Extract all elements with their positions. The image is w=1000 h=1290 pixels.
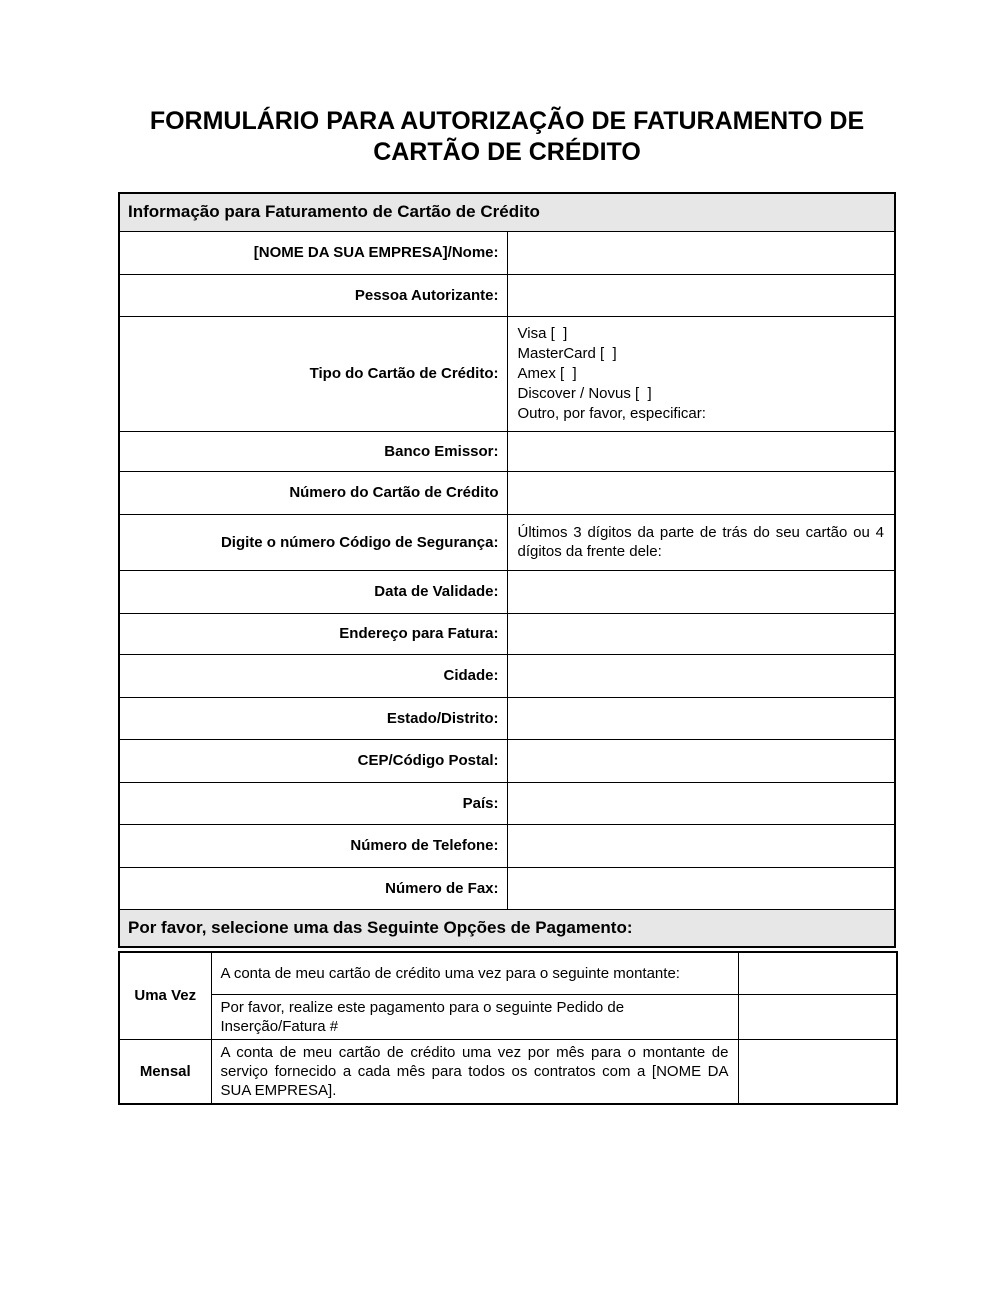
section-header-payment-options: Por favor, selecione uma das Seguinte Opções de Pagamento: <box>119 909 895 947</box>
payment-option-label-uma-vez: Uma Vez <box>119 952 211 1039</box>
field-label-card-type: Tipo do Cartão de Crédito: <box>119 316 507 431</box>
payment-select-cell-one-time-amount[interactable] <box>738 952 897 994</box>
billing-info-table <box>118 192 896 948</box>
payment-options-table <box>118 951 898 1105</box>
field-label-phone-number: Número de Telefone: <box>119 824 507 867</box>
field-input-billing-address[interactable] <box>507 613 895 654</box>
field-input-authorizing-person[interactable] <box>507 274 895 316</box>
field-input-postal-code[interactable] <box>507 739 895 782</box>
checkbox-option-amex[interactable]: Amex [ ] <box>517 364 577 382</box>
field-label-postal-code: CEP/Código Postal: <box>119 739 507 782</box>
field-label-city: Cidade: <box>119 654 507 697</box>
field-label-company-name: [NOME DA SUA EMPRESA]/Nome: <box>119 231 507 274</box>
field-label-state-district: Estado/Distrito: <box>119 697 507 739</box>
checkbox-option-other-specify[interactable]: Outro, por favor, especificar: <box>517 404 706 422</box>
checkbox-option-visa[interactable]: Visa [ ] <box>517 324 568 342</box>
field-label-country: País: <box>119 782 507 824</box>
field-input-phone-number[interactable] <box>507 824 895 867</box>
payment-select-cell-monthly[interactable] <box>738 1039 897 1104</box>
field-label-billing-address: Endereço para Fatura: <box>119 613 507 654</box>
field-input-card-number[interactable] <box>507 471 895 514</box>
field-input-country[interactable] <box>507 782 895 824</box>
payment-option-text-monthly: A conta de meu cartão de crédito uma vez por mês para o montante de serviço fornecido a cada mês para todos os contratos com a [NOME DA SUA EMPRESA]. <box>211 1039 738 1104</box>
field-label-security-code: Digite o número Código de Segurança: <box>119 514 507 570</box>
payment-option-text-one-time-amount: A conta de meu cartão de crédito uma vez para o seguinte montante: <box>211 952 738 994</box>
form-title: FORMULÁRIO PARA AUTORIZAÇÃO DE FATURAMENTO DE CARTÃO DE CRÉDITO <box>149 107 865 166</box>
payment-option-label-mensal: Mensal <box>119 1039 211 1104</box>
field-label-fax-number: Número de Fax: <box>119 867 507 909</box>
field-input-state-district[interactable] <box>507 697 895 739</box>
field-input-security-code[interactable]: Últimos 3 dígitos da parte de trás do seu cartão ou 4 dígitos da frente dele: <box>507 514 895 570</box>
checkbox-option-discover-novus[interactable]: Discover / Novus [ ] <box>517 384 652 402</box>
payment-select-cell-insertion-order[interactable] <box>738 994 897 1039</box>
field-input-fax-number[interactable] <box>507 867 895 909</box>
checkbox-option-mastercard[interactable]: MasterCard [ ] <box>517 344 617 362</box>
field-input-expiration-date[interactable] <box>507 570 895 613</box>
field-input-city[interactable] <box>507 654 895 697</box>
field-input-issuing-bank[interactable] <box>507 431 895 471</box>
form-content <box>118 0 896 1105</box>
field-label-card-number: Número do Cartão de Crédito <box>119 471 507 514</box>
field-label-issuing-bank: Banco Emissor: <box>119 431 507 471</box>
field-input-company-name[interactable] <box>507 231 895 274</box>
field-label-expiration-date: Data de Validade: <box>119 570 507 613</box>
field-label-authorizing-person: Pessoa Autorizante: <box>119 274 507 316</box>
payment-option-text-insertion-order: Por favor, realize este pagamento para o seguinte Pedido de Inserção/Fatura # <box>211 994 738 1039</box>
section-header-billing-info: Informação para Faturamento de Cartão de Crédito <box>119 193 895 231</box>
field-input-card-type[interactable] <box>507 316 895 431</box>
